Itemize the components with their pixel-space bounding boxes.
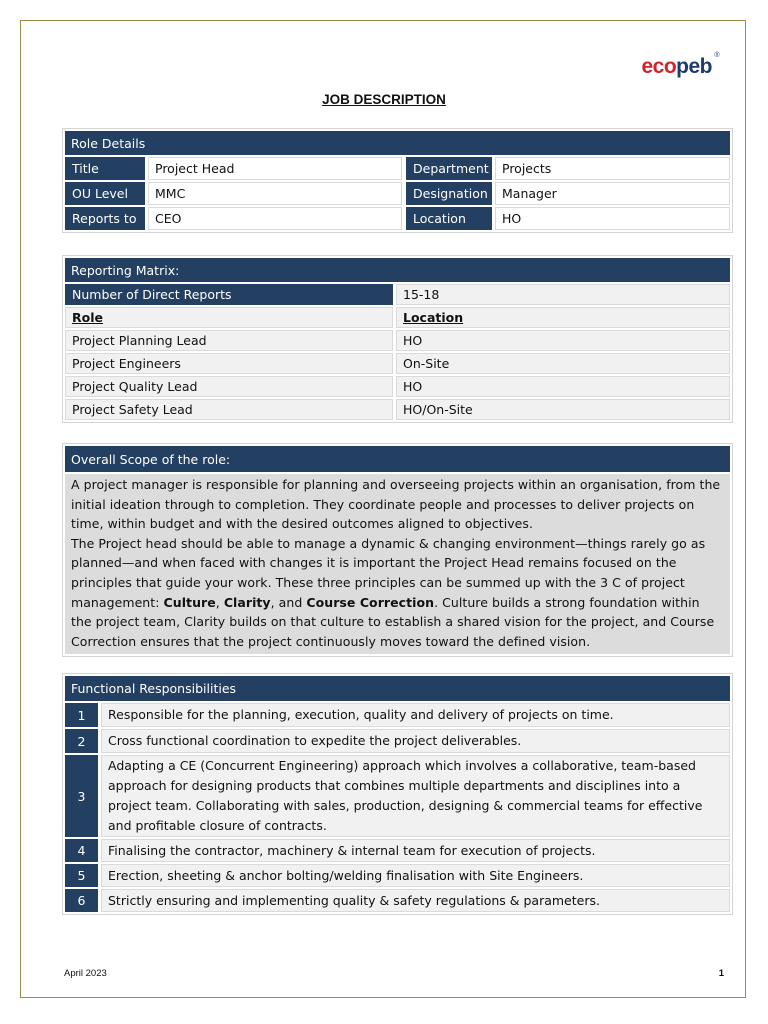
responsibility-text: Strictly ensuring and implementing quality & safety regulations & parameters. xyxy=(101,889,730,912)
value-department: Projects xyxy=(495,157,730,180)
matrix-location: On-Site xyxy=(396,353,730,374)
matrix-row xyxy=(65,376,730,397)
matrix-role: Project Planning Lead xyxy=(65,330,393,351)
responsibility-number: 5 xyxy=(65,864,98,887)
value-designation: Manager xyxy=(495,182,730,205)
footer-date: April 2023 xyxy=(64,968,107,979)
registered-mark: ® xyxy=(714,52,719,59)
responsibility-text: Finalising the contractor, machinery & internal team for execution of projects. xyxy=(101,839,730,862)
scope-sep-2: , and xyxy=(270,594,307,610)
scope-para2-intro: The Project head should be able to manage a dynamic & changing environment—things rarely go as planned—and when faced with changes it is important the Project Head remains focused on the principles that guide your work. These three principles can be summed up with the 3 C of project management: xyxy=(71,535,706,610)
value-reports-to: CEO xyxy=(148,207,402,230)
page-number: 1 xyxy=(718,968,724,979)
role-details-header: Role Details xyxy=(65,131,730,155)
matrix-row xyxy=(65,330,730,351)
logo-eco: eco xyxy=(641,55,677,78)
direct-reports-value: 15-18 xyxy=(396,284,730,305)
label-designation: Designation xyxy=(406,182,492,205)
matrix-row-direct-reports xyxy=(65,284,730,305)
functional-header: Functional Responsibilities xyxy=(65,676,730,701)
matrix-row xyxy=(65,399,730,420)
responsibility-row xyxy=(65,729,730,753)
responsibility-row xyxy=(65,864,730,887)
responsibility-text: Responsible for the planning, execution, quality and delivery of projects on time. xyxy=(101,703,730,727)
document-title: JOB DESCRIPTION xyxy=(322,92,446,107)
responsibility-text: Adapting a CE (Concurrent Engineering) approach which involves a collaborative, team-based approach for designing products that combines multiple departments and disciplines into a project team. Collaborating with sales, production, designing & commercial teams for effective and profitable closure of contracts. xyxy=(101,755,730,837)
matrix-row-header xyxy=(65,307,730,328)
logo-peb: peb xyxy=(676,55,712,78)
scope-body xyxy=(65,474,730,654)
responsibility-number: 2 xyxy=(65,729,98,753)
role-row-ou-level xyxy=(65,182,730,205)
responsibility-number: 1 xyxy=(65,703,98,727)
responsibility-number: 4 xyxy=(65,839,98,862)
responsibility-number: 3 xyxy=(65,755,98,837)
matrix-col-role: Role xyxy=(65,307,393,328)
ecopeb-logo xyxy=(641,52,719,78)
matrix-role: Project Engineers xyxy=(65,353,393,374)
scope-paragraph-1: A project manager is responsible for planning and overseeing projects within an organisation, from the initial ideation through to completion. They coordinate people and processes to deliver projects on time, within budget and with the desired outcomes aligned to objectives. xyxy=(71,477,721,532)
label-title: Title xyxy=(65,157,145,180)
role-row-title xyxy=(65,157,730,180)
value-location: HO xyxy=(495,207,730,230)
role-row-reports-to xyxy=(65,207,730,230)
label-department: Department xyxy=(406,157,492,180)
reporting-matrix-header: Reporting Matrix: xyxy=(65,258,730,282)
functional-section xyxy=(62,673,733,915)
matrix-col-location: Location xyxy=(396,307,730,328)
responsibility-number: 6 xyxy=(65,889,98,912)
responsibility-text: Cross functional coordination to expedite the project deliverables. xyxy=(101,729,730,753)
responsibility-text: Erection, sheeting & anchor bolting/welding finalisation with Site Engineers. xyxy=(101,864,730,887)
direct-reports-label: Number of Direct Reports xyxy=(65,284,393,305)
responsibility-row xyxy=(65,755,730,837)
term-clarity: Clarity xyxy=(223,594,271,610)
scope-section xyxy=(62,443,733,657)
term-course-correction: Course Correction xyxy=(306,594,435,610)
scope-header: Overall Scope of the role: xyxy=(65,446,730,472)
value-ou-level: MMC xyxy=(148,182,402,205)
scope-para2-rest: . Culture builds a strong foundation within the project team, Clarity builds on that culture to establish a shared vision for the project, and Course Correction ensures that the project continuously moves toward the defined vision. xyxy=(71,594,715,649)
reporting-matrix-section xyxy=(62,255,733,423)
matrix-location: HO xyxy=(396,376,730,397)
matrix-role: Project Safety Lead xyxy=(65,399,393,420)
term-culture: Culture xyxy=(163,594,216,610)
label-ou-level: OU Level xyxy=(65,182,145,205)
scope-paragraph-2 xyxy=(71,534,724,652)
label-reports-to: Reports to xyxy=(65,207,145,230)
responsibility-row xyxy=(65,839,730,862)
value-title: Project Head xyxy=(148,157,402,180)
matrix-role: Project Quality Lead xyxy=(65,376,393,397)
matrix-row xyxy=(65,353,730,374)
matrix-location: HO xyxy=(396,330,730,351)
responsibility-row xyxy=(65,703,730,727)
responsibility-row xyxy=(65,889,730,912)
role-details-section xyxy=(62,128,733,233)
scope-sep-1: , xyxy=(215,594,224,610)
label-location: Location xyxy=(406,207,492,230)
matrix-location: HO/On-Site xyxy=(396,399,730,420)
